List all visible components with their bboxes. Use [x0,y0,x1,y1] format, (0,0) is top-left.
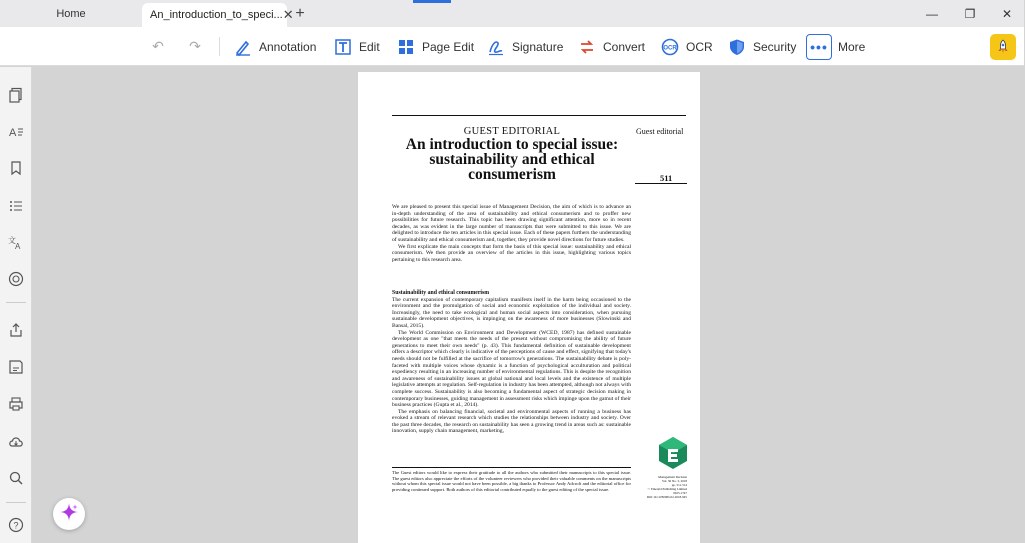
sidebar-divider [6,302,26,303]
edit-label: Edit [359,39,380,54]
convert-button[interactable] [577,27,645,66]
cloud-icon[interactable] [5,431,27,451]
signature-label: Signature [512,39,564,54]
signature-button[interactable] [486,27,563,66]
publisher-logo-icon [658,436,688,470]
undo-icon[interactable]: ↶ [152,37,164,54]
svg-text:?: ? [13,520,19,531]
convert-label: Convert [603,39,646,54]
article-section [392,284,631,435]
print-icon[interactable] [5,394,27,414]
ai-chat-icon[interactable] [5,269,27,289]
shield-icon [727,37,747,57]
share-icon[interactable] [5,320,27,340]
annotation-label: Annotation [259,39,317,54]
pen-icon [233,37,253,57]
maximize-button[interactable]: ❐ [964,6,976,21]
intro-paragraph-1: We are pleased to present this special issue of Management Decision, the aim of which is to advance an in-depth understanding of the area of sustainability and ethical consumerism and to proffer new possibilities for future research. This topic has been drawing significant attention, more so in recent decades, as was evident in the large number of manuscripts that were submitted to this issue. We are delighted to introduce the ten articles in this special issue. Each of these papers furthers the understanding of sustainability and ethical consumerism and, together, they provide novel directions for future studies. [392,204,631,243]
convert-icon [577,37,597,57]
left-sidebar [0,67,32,543]
pub-info-line: pp. 511-514 [671,483,687,487]
article-title: An introduction to special issue: sustainability and ethical consumerism [405,136,619,183]
pdf-page [358,72,700,543]
bookmark-icon[interactable] [5,158,27,178]
new-tab-button[interactable]: + [295,5,305,22]
pub-info-line: © Emerald Publishing Limited [647,487,687,491]
help-icon[interactable] [5,515,27,535]
page-number-rule [635,183,687,184]
sparkle-icon [59,502,79,527]
tab-document-title: An_introduction_to_speci... [150,9,283,21]
toolbar-divider [219,37,220,56]
running-head: Guest editorial [636,127,684,136]
save-icon[interactable] [5,357,27,377]
pub-info-line: DOI 10.1108/MD-02-2018-945 [646,495,687,499]
grid-icon [396,37,416,57]
more-label: More [838,39,866,54]
publication-info [637,475,687,499]
ai-assistant-button[interactable] [53,498,85,530]
edit-button[interactable] [333,27,380,66]
section-paragraph-3: The emphasis on balancing financial, societal and environmental aspects of running a business has evoked a stream of relevant research which studies the relationships between industry and society. Over the past three decades, the research on sustainability has seen a growing trend in areas such as: sustainable innovation, supply chain management, marketing, [392,408,631,435]
page-edit-button[interactable] [396,27,474,66]
close-window-button[interactable]: ✕ [1001,6,1013,21]
svg-text:A: A [15,242,21,251]
svg-text:OCR: OCR [663,45,677,51]
list-icon[interactable] [5,196,27,216]
signature-icon [486,37,506,57]
text-style-icon[interactable] [5,122,27,142]
tab-bar [0,0,1024,27]
pages-icon[interactable] [5,85,27,105]
section-heading: Sustainability and ethical consumerism [392,290,490,296]
pub-info-line: 0025-1747 [673,491,687,495]
security-label: Security [753,39,797,54]
pub-info-line: Vol. 56 No. 3, 2018 [662,479,687,483]
security-button[interactable] [727,27,796,66]
article-kicker: GUEST EDITORIAL [463,126,561,137]
tab-document[interactable] [142,3,294,27]
search-icon[interactable] [5,468,27,488]
page-edit-label: Page Edit [422,39,475,54]
svg-text:文: 文 [8,236,16,245]
pub-info-line: Management Decision [658,475,687,479]
minimize-button[interactable]: — [926,6,938,21]
section-paragraph-1: The current expansion of contemporary capitalism manifests itself in the harm being occasioned to the environment and the promulgation of social and economic exploitation of the individual and society. Increasingly, the need to take ecological and human social aspects into consideration, when pursuing sustainable development objectives, is impinging on the awareness of more businesses (Slowinski and Bansal, 2015). [392,296,631,329]
ocr-icon [660,37,680,57]
header-rule [392,115,686,116]
intro-paragraph-2: We first explicate the main concepts that form the basis of this special issue: sustainability and ethical consumerism. We then provide an overview of the articles in this issue, highlighting various topics pertaining to this research area. [392,243,631,263]
more-button[interactable] [806,27,865,66]
more-dots-icon: ••• [806,34,832,60]
article-intro [392,204,631,263]
acknowledgement-footnote: The Guest editors would like to express their gratitude to all the authors who submitted their manuscripts to this special issue. The guest editors also appreciate the efforts of the volunteer reviewers who provided their valuable comments on the manuscripts without whom this special issue would not have been possible, a big thanks to Professor Andy Adcroft and the editorial office for providing continued support. Both authors of this editorial contributed equally to the guest editing of the special issue. [392,467,631,492]
redo-icon[interactable]: ↷ [189,37,201,54]
tab-home[interactable] [0,0,142,27]
page-number: 511 [660,173,673,183]
annotation-button[interactable] [233,27,316,66]
sidebar-divider [6,502,26,503]
accent-indicator [413,0,451,3]
rocket-icon[interactable] [990,34,1016,60]
text-edit-icon [333,37,353,57]
tab-home-label: Home [56,7,86,20]
svg-text:A: A [9,127,17,139]
main-toolbar [0,27,1024,66]
ocr-button[interactable] [660,27,713,66]
section-paragraph-2: The World Commission on Environment and Development (WCED, 1987) has defined sustainable development as one "that meets the needs of the present without compromising the ability of future generations to meet their own needs" (p. 43). This fundamental definition of sustainable development offers a descriptor which clearly is indicative of the perceptions of cause and effect, signifying that today's needs should not be fulfilled at the sacrifice of tomorrow's generations. The sustainability debate is poly-faceted with multiple voices whose dynamic is a function of psychological acculturation and political expediency resulting in an increasing number of environmental regulations. This is despite the recognition and awareness of sustainability issues at global national and local levels and the existence of multiple legislative attempts at regulation. Self-regulation in industry has been attempted, although not always with complete success. Sustainability is also becoming a fundamental aspect of strategic decision making in contemporary businesses, guiding management in assessment risks which impinge upon the gamut of their business practices (Gupta et al., 2014). [392,329,631,409]
ocr-label: OCR [686,39,713,54]
close-tab-icon[interactable]: ✕ [282,7,294,22]
translate-icon[interactable] [5,232,27,252]
